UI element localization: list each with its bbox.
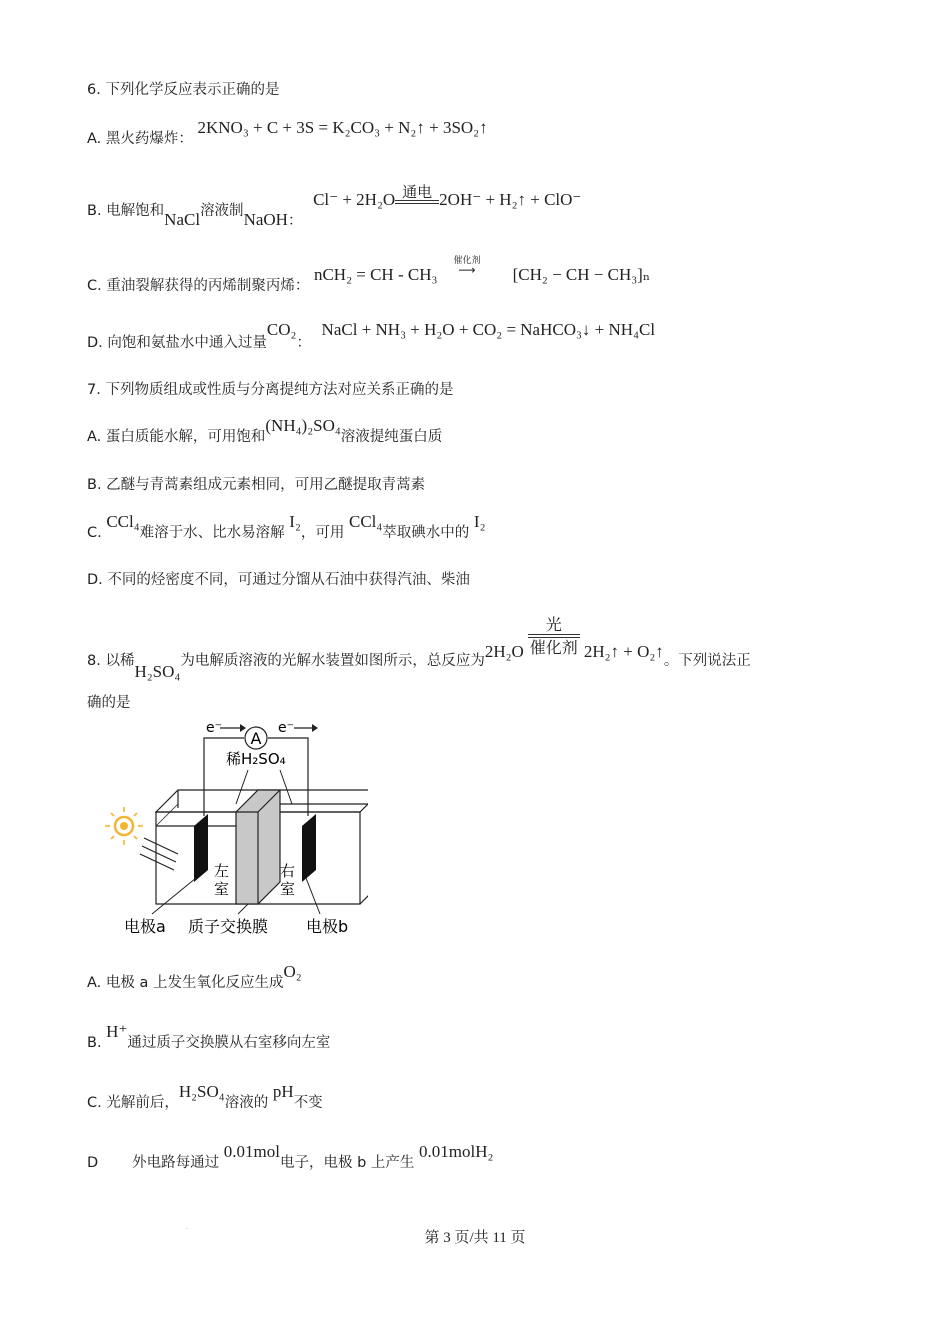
left-room-label-2: 室 <box>214 880 230 898</box>
q6-d-equation: NaCl + NH₃ + H₂O + CO₂ = NaHCO₃↓ + NH₄Cl <box>321 320 656 339</box>
membrane-label: 质子交换膜 <box>188 917 269 936</box>
q8-condition <box>528 616 580 658</box>
q6-c-arrow: ⟶ <box>458 263 476 277</box>
q8-d-text-1: 外电路每通过 <box>132 1155 220 1171</box>
q7-c-ccl4: CCl₄ <box>106 512 140 531</box>
q6-option-b <box>87 176 582 229</box>
q8-c-text-2: 溶液的 <box>224 1095 269 1111</box>
q6-option-c <box>87 256 651 294</box>
solution-label: 稀H₂SO₄ <box>226 750 286 768</box>
q7-c-text-2: 难溶于水、比水易溶解 <box>139 525 285 541</box>
q8-option-c <box>87 1082 323 1111</box>
q6-c-label: C. 重油裂解获得的丙烯制聚丙烯： <box>87 278 310 294</box>
q6-b-condition <box>395 184 439 204</box>
q8-option-a <box>87 962 302 991</box>
electrode-a <box>194 814 208 882</box>
q6-d-colon: ： <box>296 335 311 351</box>
q7-option-d: D. 不同的烃密度不同，可通过分馏从石油中获得汽油、柴油 <box>87 572 470 588</box>
q7-c-text-3: ，可用 <box>300 525 345 541</box>
q8-h2so4: H₂SO₄ <box>134 662 181 681</box>
ammeter-label: A <box>250 729 262 748</box>
q6-c-eq-left: nCH₂ = CH - CH₃ <box>313 265 438 284</box>
q6-stem: 6. 下列化学反应表示正确的是 <box>87 82 280 98</box>
page-number: 第 3 页/共 11 页 <box>424 1230 526 1246</box>
q8-a-text: A. 电极 a 上发生氧化反应生成 <box>87 975 284 991</box>
q7-stem: 7. 下列物质组成或性质与分离提纯方法对应关系正确的是 <box>87 382 454 398</box>
q7-c-i2b: I₂ <box>473 512 486 531</box>
q8-cond-top: 光 <box>545 615 562 634</box>
electrode-b <box>302 814 316 882</box>
right-room-label-1: 右 <box>280 862 296 880</box>
q6-option-d <box>87 320 656 351</box>
q8-d-text-2: 电子，电极 b 上产生 <box>279 1155 415 1171</box>
q6-b-naoh: NaOH <box>243 210 288 229</box>
left-room-label-1: 左 <box>214 862 230 880</box>
q6-c-cond-text: 催化剂 <box>453 256 481 266</box>
q7-option-a <box>87 416 443 445</box>
stray-mark: · <box>186 1226 188 1233</box>
q8-d-label: D <box>87 1155 99 1171</box>
q8-eq-right: 2H₂↑ + O₂↑ <box>583 642 664 661</box>
q8-c-ph: pH <box>272 1082 294 1101</box>
q8-b-label: B. <box>87 1035 102 1051</box>
q6-b-nacl: NaCl <box>164 210 201 229</box>
q8-option-d <box>87 1142 494 1171</box>
q8-c-text-3: 不变 <box>293 1095 323 1111</box>
q8-stem-3: 。下列说法正 <box>663 653 751 669</box>
q8-cond-bottom: 催化剂 <box>529 638 578 657</box>
electron-label-left: e⁻ <box>206 720 223 736</box>
q8-option-b <box>87 1022 331 1051</box>
q6-b-cond-text: 通电 <box>402 183 433 201</box>
q6-a-label: A. 黑火药爆炸： <box>87 131 193 147</box>
q7-option-b: B. 乙醚与青蒿素组成元素相同，可用乙醚提取青蒿素 <box>87 477 426 493</box>
q6-b-eq-left: Cl⁻ + 2H₂O <box>313 190 396 209</box>
q6-d-co2: CO₂ <box>266 320 297 339</box>
q8-stem-4: 确的是 <box>87 695 131 711</box>
q8-d-value: 0.01mol <box>223 1142 280 1161</box>
q7-a-formula: (NH₄)₂SO₄ <box>265 416 341 435</box>
light-rays <box>140 838 178 870</box>
q8-stem-2: 为电解质溶液的光解水装置如图所示，总反应为 <box>180 653 485 669</box>
q7-a-text-1: A. 蛋白质能水解，可用饱和 <box>87 429 266 445</box>
q7-c-text-4: 萃取碘水中的 <box>382 525 470 541</box>
electron-label-right: e⁻ <box>278 720 295 736</box>
q6-d-label: D. 向饱和氨盐水中通入过量 <box>87 335 267 351</box>
q6-c-eq-right: [CH₂ − CH − CH₃]ₙ <box>512 265 651 284</box>
q6-option-a <box>87 118 488 147</box>
q8-stem <box>87 612 751 681</box>
q7-option-c <box>87 512 486 541</box>
q7-c-i2: I₂ <box>289 512 301 531</box>
q8-eq-left: 2H₂O <box>484 642 524 661</box>
q7-c-ccl4b: CCl₄ <box>348 512 383 531</box>
q8-c-text-1: C. 光解前后， <box>87 1095 179 1111</box>
q6-b-label-1: B. 电解饱和 <box>87 203 165 219</box>
q8-a-o2: O₂ <box>283 962 302 981</box>
q7-a-text-2: 溶液提纯蛋白质 <box>340 429 443 445</box>
q6-a-equation: 2KNO₃ + C + 3S = K₂CO₃ + N₂↑ + 3SO₂↑ <box>197 118 488 137</box>
electrode-b-label: 电极b <box>306 917 349 936</box>
right-room-label-2: 室 <box>280 880 296 898</box>
q7-c-text-1: C. <box>87 525 102 541</box>
q8-b-text: 通过质子交换膜从右室移向左室 <box>127 1035 331 1051</box>
q6-b-label-2: 溶液制 <box>200 203 244 219</box>
q8-c-h2so4: H₂SO₄ <box>178 1082 225 1101</box>
sun-icon <box>105 807 143 845</box>
q6-b-colon: ： <box>287 213 303 229</box>
q8-stem-1: 8. 以稀 <box>87 653 135 669</box>
q6-b-eq-right: 2OH⁻ + H₂↑ + ClO⁻ <box>439 190 582 209</box>
q8-b-hplus: H⁺ <box>106 1022 128 1041</box>
q8-d-value-2: 0.01molH₂ <box>419 1142 494 1161</box>
photolysis-apparatus-diagram <box>98 718 368 940</box>
electrode-a-label: 电极a <box>124 917 166 936</box>
q6-c-condition <box>442 256 492 277</box>
